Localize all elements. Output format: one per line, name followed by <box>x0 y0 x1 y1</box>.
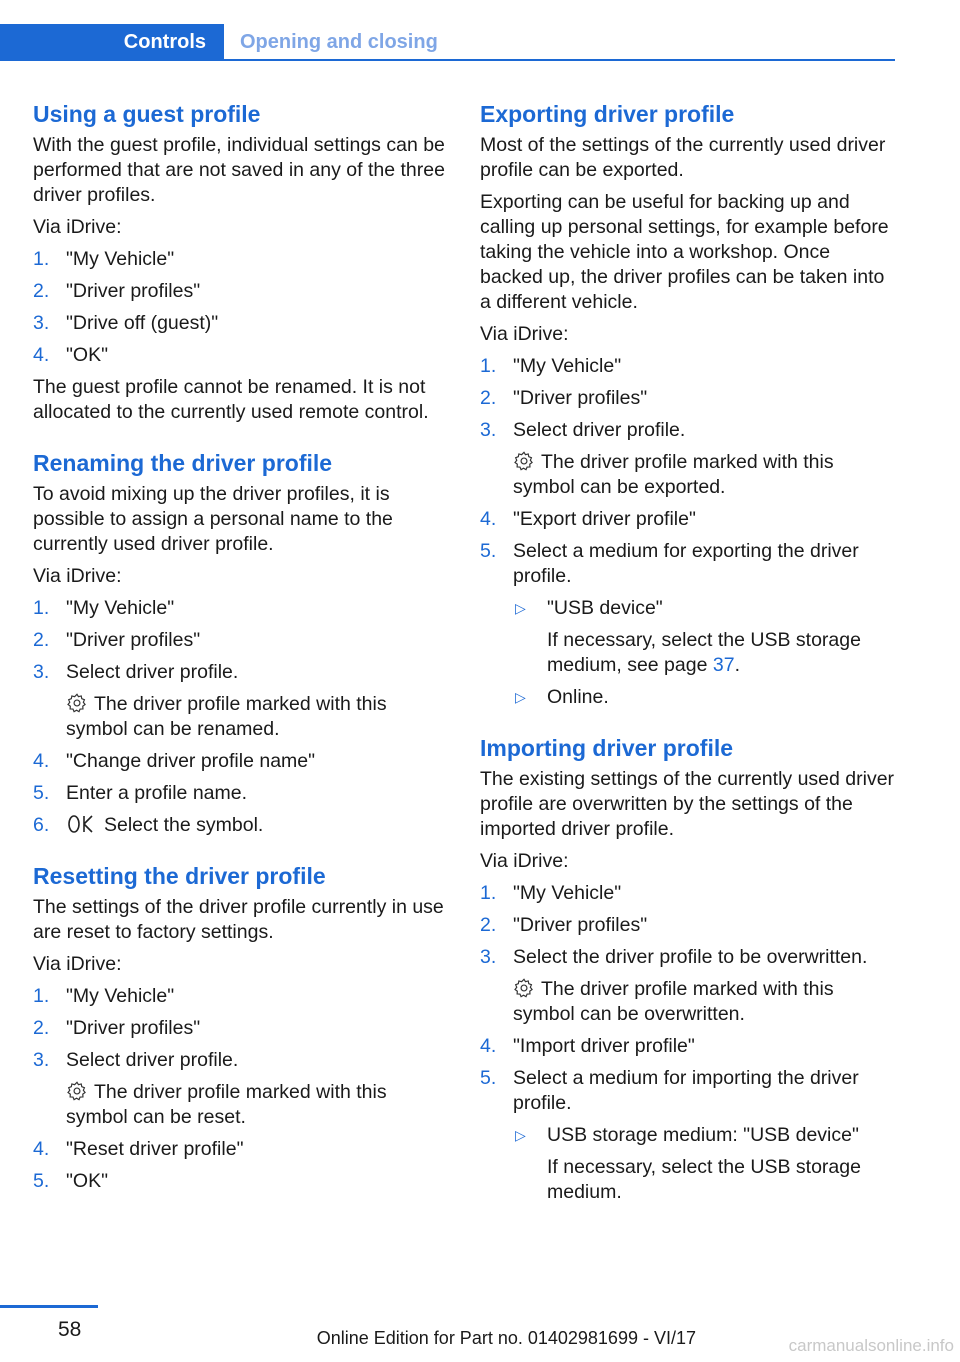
step-number: 2. <box>33 280 50 302</box>
section-guest-profile <box>33 100 448 425</box>
edition-text: Online Edition for Part no. 01402981699 - VI/17 <box>316 1328 696 1348</box>
step-text: Select the symbol. <box>104 814 264 836</box>
step-subnote <box>513 450 895 500</box>
import-steps <box>480 881 895 1205</box>
gear-icon <box>513 977 535 999</box>
list-item <box>33 781 448 806</box>
reset-intro: The settings of the driver profile currently in use are reset to factory settings. <box>33 896 444 943</box>
step-number: 1. <box>480 882 497 904</box>
triangle-right-icon: ▷ <box>515 600 526 616</box>
step-text: "Driver profiles" <box>513 387 648 409</box>
step-number: 1. <box>33 985 50 1007</box>
step-text: "My Vehicle" <box>66 248 175 270</box>
list-item <box>480 945 895 1027</box>
ok-icon <box>66 813 98 835</box>
list-item <box>480 507 895 532</box>
step-number: 4. <box>33 750 50 772</box>
bullet-subnote-text: If necessary, select the USB storage medium, see page <box>547 629 861 676</box>
list-item <box>33 1048 448 1130</box>
export-intro-2: Exporting can be useful for backing up and calling up personal settings, for example before taking the vehicle into a workshop. Once backed up, the driver profiles can be taken into a different vehicle. <box>480 191 889 313</box>
step-text: Select driver profile. <box>66 1049 239 1071</box>
bullet-text: USB storage medium: "USB device" <box>547 1124 859 1146</box>
step-number: 4. <box>480 508 497 530</box>
bullet-subnote <box>547 628 895 678</box>
step-text: "Driver profiles" <box>66 1017 201 1039</box>
step-text: "Drive off (guest)" <box>66 312 219 334</box>
step-text: "My Vehicle" <box>66 597 175 619</box>
guest-steps <box>33 247 448 368</box>
reset-via: Via iDrive: <box>33 953 122 975</box>
list-item <box>480 418 895 500</box>
section-tab-controls: Controls <box>0 24 224 61</box>
step-number: 4. <box>33 1138 50 1160</box>
step-text: Select a medium for importing the driver profile. <box>513 1067 859 1114</box>
import-intro: The existing settings of the currently used driver profile are overwritten by the settings of the imported driver profile. <box>480 768 895 840</box>
list-item <box>480 913 895 938</box>
page-link-37[interactable]: 37 <box>712 654 735 676</box>
section-import-profile <box>480 734 895 1205</box>
triangle-right-icon: ▷ <box>515 1127 526 1143</box>
step-text: Select driver profile. <box>66 661 239 683</box>
step-number: 4. <box>33 344 50 366</box>
step-subnote <box>66 1080 448 1130</box>
list-item <box>33 1016 448 1041</box>
step-text: Select a medium for exporting the driver profile. <box>513 540 859 587</box>
step-number: 4. <box>480 1035 497 1057</box>
list-item <box>33 596 448 621</box>
guest-note: The guest profile cannot be renamed. It is not allocated to the currently used remote control. <box>33 376 429 423</box>
export-intro: Most of the settings of the currently used driver profile can be exported. <box>480 134 886 181</box>
list-item <box>480 539 895 710</box>
bullet-subnote: If necessary, select the USB storage medium. <box>547 1156 861 1203</box>
step-text: Select the driver profile to be overwritten. <box>513 946 868 968</box>
list-item <box>480 1066 895 1205</box>
guest-intro: With the guest profile, individual settings can be performed that are not saved in any of the three driver profiles. <box>33 134 445 206</box>
list-item <box>33 1137 448 1162</box>
page-header <box>0 24 895 62</box>
list-item <box>513 596 895 678</box>
bullet-text: Online. <box>547 686 609 708</box>
gear-icon <box>66 692 88 714</box>
triangle-right-icon: ▷ <box>515 689 526 705</box>
list-item <box>33 984 448 1009</box>
step-text: "Change driver profile name" <box>66 750 316 772</box>
watermark: carmanualsonline.info <box>788 1336 954 1355</box>
heading-guest-profile: Using a guest profile <box>33 101 261 127</box>
export-medium-options <box>513 596 895 710</box>
step-subnote <box>513 977 895 1027</box>
footer-rule <box>0 1305 98 1308</box>
step-number: 3. <box>33 661 50 683</box>
import-via: Via iDrive: <box>480 850 569 872</box>
rename-intro: To avoid mixing up the driver profiles, it is possible to assign a personal name to the currently used driver profile. <box>33 483 393 555</box>
heading-rename-profile: Renaming the driver profile <box>33 450 333 476</box>
left-column <box>33 100 448 1201</box>
guest-via: Via iDrive: <box>33 216 122 238</box>
step-text: "My Vehicle" <box>66 985 175 1007</box>
step-number: 3. <box>33 312 50 334</box>
import-medium-options <box>513 1123 895 1205</box>
step-number: 1. <box>480 355 497 377</box>
step-text: "Driver profiles" <box>513 914 648 936</box>
step-text: "Export driver profile" <box>513 508 696 530</box>
list-item <box>480 354 895 379</box>
step-subnote-text: The driver profile marked with this symbol can be renamed. <box>66 693 387 740</box>
list-item <box>480 386 895 411</box>
step-number: 2. <box>33 1017 50 1039</box>
section-reset-profile <box>33 862 448 1194</box>
step-text: "Reset driver profile" <box>66 1138 244 1160</box>
list-item <box>33 1169 448 1194</box>
list-item <box>33 279 448 304</box>
step-text: "OK" <box>66 1170 109 1192</box>
step-subnote <box>66 692 448 742</box>
step-number: 2. <box>33 629 50 651</box>
step-subnote-text: The driver profile marked with this symbol can be exported. <box>513 451 834 498</box>
heading-reset-profile: Resetting the driver profile <box>33 863 326 889</box>
list-item <box>513 1123 895 1205</box>
gear-icon <box>513 450 535 472</box>
step-text: Select driver profile. <box>513 419 686 441</box>
list-item <box>33 628 448 653</box>
gear-icon <box>66 1080 88 1102</box>
step-number: 3. <box>480 946 497 968</box>
step-number: 3. <box>480 419 497 441</box>
list-item <box>33 813 448 838</box>
bullet-subnote-suffix: . <box>734 654 740 676</box>
list-item <box>33 247 448 272</box>
list-item <box>480 881 895 906</box>
step-text: "My Vehicle" <box>513 882 622 904</box>
step-number: 6. <box>33 814 50 836</box>
list-item <box>33 660 448 742</box>
step-text: "Import driver profile" <box>513 1035 695 1057</box>
chapter-tab-opening-and-closing: Opening and closing <box>240 31 438 53</box>
step-number: 2. <box>480 387 497 409</box>
reset-steps <box>33 984 448 1194</box>
step-number: 5. <box>480 540 497 562</box>
section-rename-profile <box>33 449 448 838</box>
step-text: "Driver profiles" <box>66 280 201 302</box>
step-number: 2. <box>480 914 497 936</box>
step-number: 1. <box>33 597 50 619</box>
step-number: 1. <box>33 248 50 270</box>
step-number: 5. <box>33 782 50 804</box>
step-text: Enter a profile name. <box>66 782 248 804</box>
step-text: "Driver profiles" <box>66 629 201 651</box>
step-subnote-text: The driver profile marked with this symbol can be overwritten. <box>513 978 834 1025</box>
heading-import-profile: Importing driver profile <box>480 735 734 761</box>
right-column <box>480 100 895 1212</box>
step-subnote-text: The driver profile marked with this symbol can be reset. <box>66 1081 387 1128</box>
rename-via: Via iDrive: <box>33 565 122 587</box>
export-via: Via iDrive: <box>480 323 569 345</box>
list-item <box>513 685 895 710</box>
section-export-profile <box>480 100 895 710</box>
page-number: 58 <box>58 1318 82 1341</box>
heading-export-profile: Exporting driver profile <box>480 101 735 127</box>
step-number: 3. <box>33 1049 50 1071</box>
list-item <box>33 311 448 336</box>
list-item <box>33 749 448 774</box>
rename-steps <box>33 596 448 838</box>
step-number: 5. <box>480 1067 497 1089</box>
list-item <box>33 343 448 368</box>
step-text: "My Vehicle" <box>513 355 622 377</box>
bullet-text: "USB device" <box>547 597 663 619</box>
step-number: 5. <box>33 1170 50 1192</box>
header-rule <box>224 59 895 61</box>
step-text: "OK" <box>66 344 109 366</box>
export-steps <box>480 354 895 710</box>
list-item <box>480 1034 895 1059</box>
